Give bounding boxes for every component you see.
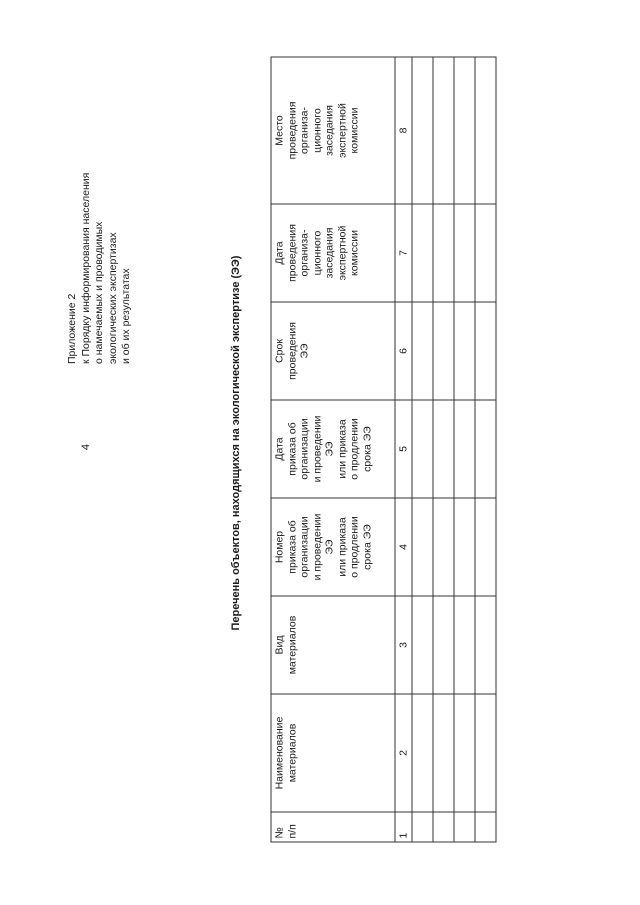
appendix-line: о намечаемых и проводимых [93,221,105,364]
table-cell [412,812,433,842]
column-header-order-date: Дата приказа об организации и проведении ЭЭ или приказа о продлении срока ЭЭ [271,400,395,498]
page-number: 4 [80,443,92,451]
column-header-material-name: Наименование материалов [271,694,395,812]
objects-table [270,57,496,843]
table-cell [412,302,433,400]
table-cell [454,302,475,400]
table-cell [475,302,496,400]
table-cell [412,596,433,694]
column-number: 6 [395,302,412,400]
table-cell [454,57,475,204]
document-title: Перечень объектов, находящихся на экологической экспертизе (ЭЭ) [230,255,242,631]
table-cell [433,596,454,694]
appendix-line: Приложение 2 [66,293,78,364]
column-number: 5 [395,400,412,498]
column-number: 3 [395,596,412,694]
column-header-number: № п/п [271,812,395,842]
table-cell [433,302,454,400]
table-row [433,57,454,842]
objects-table-wrapper [270,58,496,843]
appendix-line: к Порядку информирования населения [79,172,92,364]
table-cell [454,204,475,302]
table-cell [454,694,475,812]
appendix-line: экологических экспертизах [106,232,119,364]
table-cell [454,400,475,498]
column-number: 2 [395,694,412,812]
column-header-review-period: Срок проведения ЭЭ [271,302,395,400]
table-cell [475,596,496,694]
column-header-material-type: Вид материалов [271,596,395,694]
column-header-order-number: Номер приказа об организации и проведении ЭЭ или приказа о продлении срока ЭЭ [271,498,395,596]
table-cell [433,204,454,302]
table-cell [412,694,433,812]
table-cell [433,694,454,812]
column-header-meeting-place: Место проведения организа- ционного заседания экспертной комиссии [271,57,395,204]
table-row [475,57,496,842]
table-cell [475,400,496,498]
table-row [454,57,475,842]
column-number-row [395,57,412,842]
table-row [412,57,433,842]
table-cell [433,812,454,842]
table-cell [412,204,433,302]
table-cell [412,400,433,498]
table-cell [454,812,475,842]
table-cell [475,498,496,596]
table-cell [475,812,496,842]
table-cell [475,204,496,302]
table-header-row [271,57,395,842]
column-number: 7 [395,204,412,302]
table-cell [454,498,475,596]
column-number: 4 [395,498,412,596]
table-cell [433,57,454,204]
appendix-caption [66,114,136,364]
table-cell [433,498,454,596]
column-number: 1 [395,812,412,842]
appendix-line: и об их результатах [120,268,132,364]
table-cell [454,596,475,694]
column-header-meeting-date: Дата проведения организа- ционного заседания экспертной комиссии [271,204,395,302]
table-cell [433,400,454,498]
table-cell [475,57,496,204]
table-cell [412,57,433,204]
table-cell [412,498,433,596]
table-cell [475,694,496,812]
column-number: 8 [395,57,412,204]
